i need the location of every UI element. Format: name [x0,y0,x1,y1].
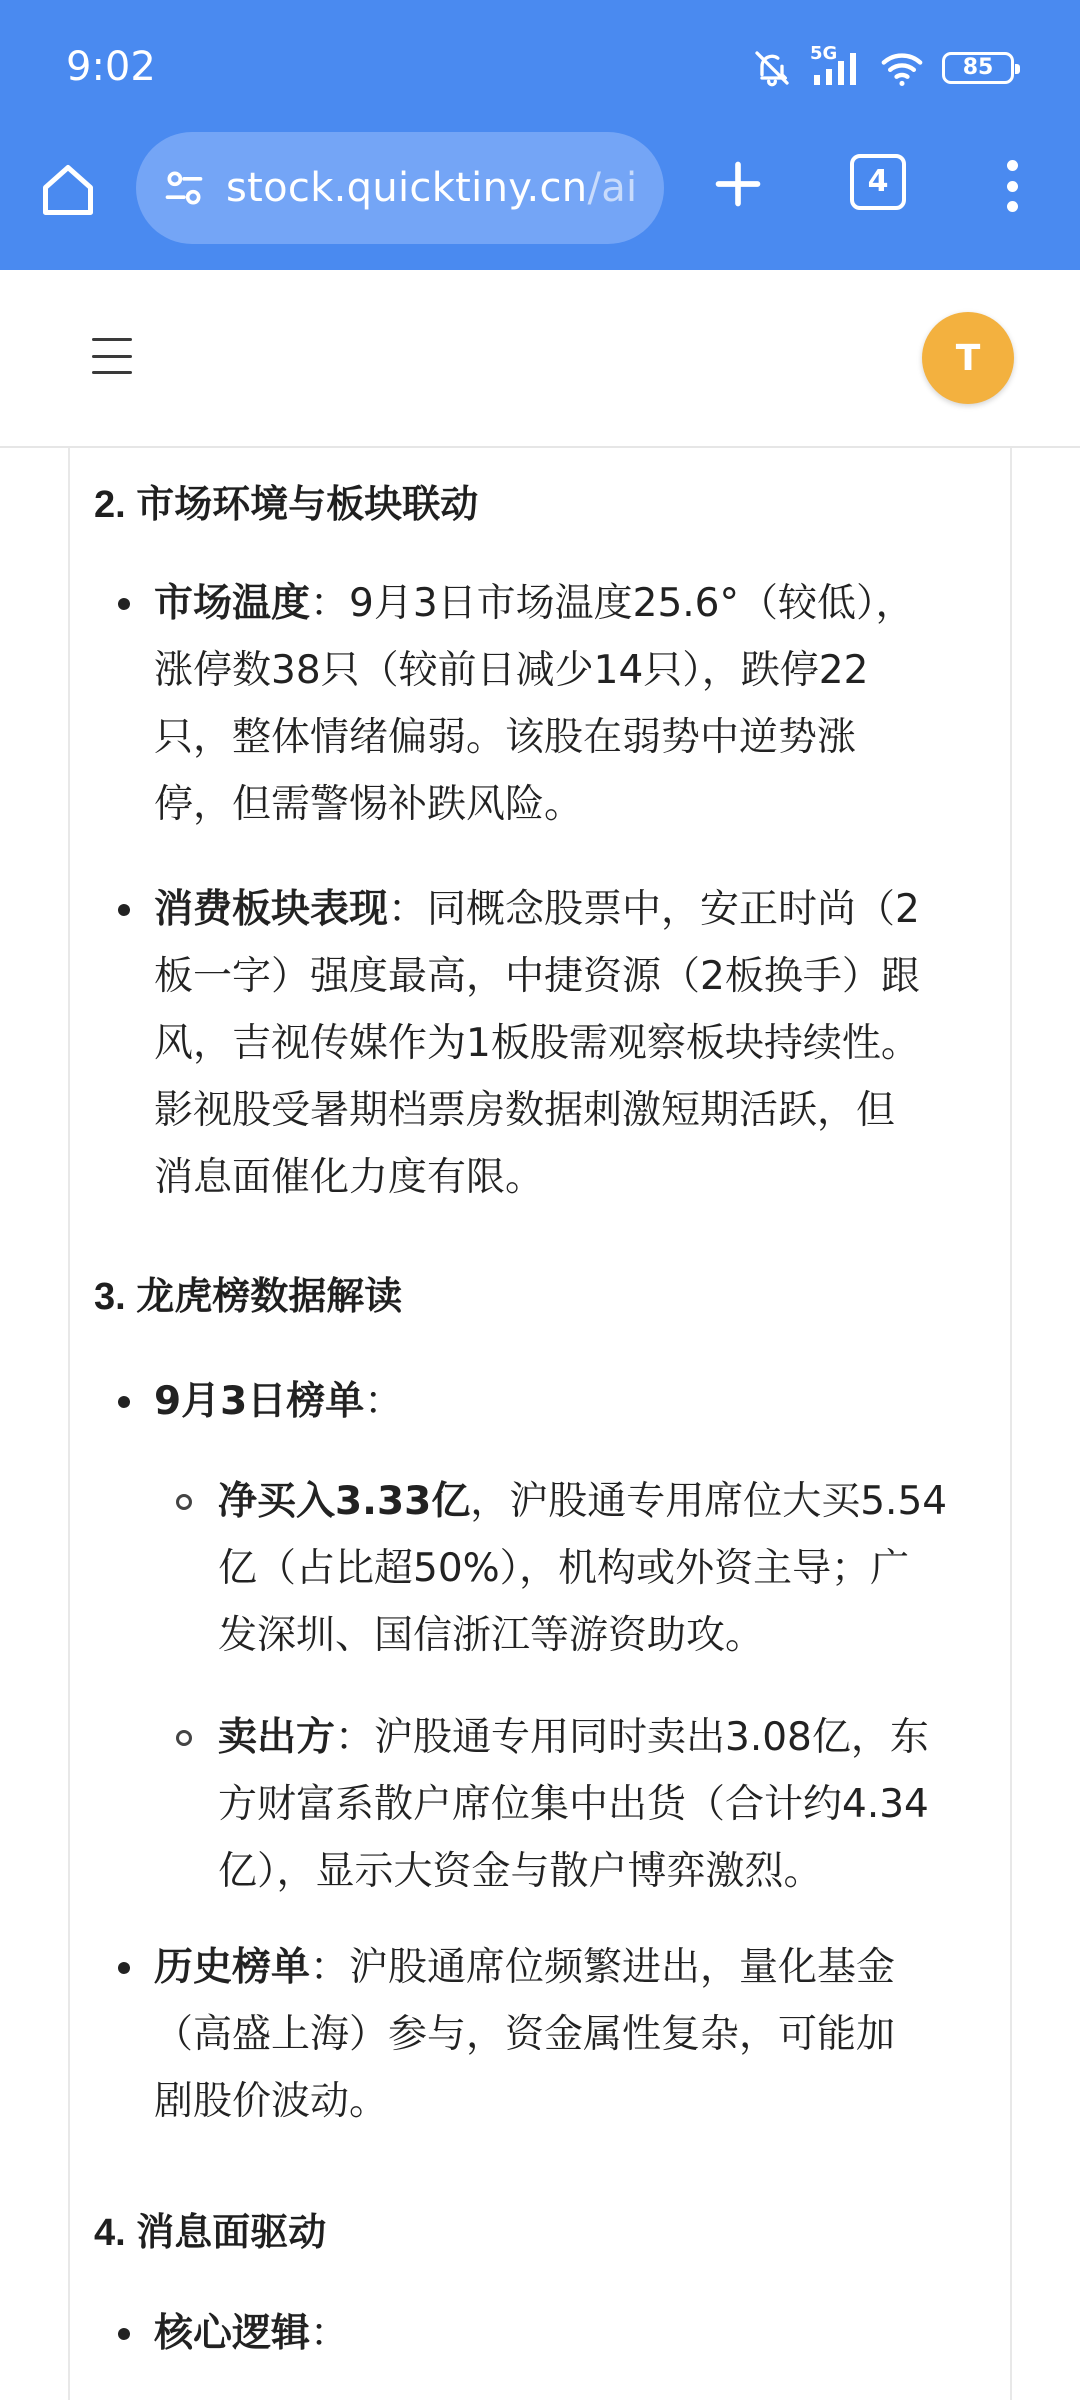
item-text: 方财富系散户席位集中出货（合计约4.34 [218,1782,929,1827]
url-text[interactable] [226,165,637,211]
item-label: 消费板块表现 [154,887,389,932]
avatar-letter: T [955,337,981,379]
home-button[interactable] [36,158,100,222]
item-text: 发深圳、国信浙江等游资助攻。 [218,1613,765,1658]
item-text: ： [364,1379,404,1424]
item-text: （高盛上海）参与，资金属性复杂，可能加 [154,2012,896,2057]
browser-chrome [0,0,1080,270]
status-icons [752,44,1014,92]
item-label: 9月3日榜单 [154,1379,365,1424]
home-icon [38,160,98,220]
item-label: 卖出方 [218,1715,336,1760]
bullet-dot [118,1962,130,1974]
battery-icon [942,52,1014,84]
url-domain: stock.quicktiny.cn [226,165,588,211]
section-title: 4. 消息面驱动 [94,2212,327,2254]
avatar[interactable] [922,312,1014,404]
bell-off-icon [752,48,792,88]
item-text: ：沪股通席位频繁进出，量化基金 [310,1945,896,1990]
signal-icon [810,43,862,87]
address-bar[interactable] [136,132,664,244]
item-text: 亿），显示大资金与散户博弈激烈。 [218,1849,823,1894]
new-tab-button[interactable] [704,150,772,218]
tabs-button[interactable] [850,154,906,210]
bullet-dot [118,1396,130,1408]
item-text: 消息面催化力度有限。 [154,1155,545,1200]
item-text: 影视股受暑期档票房数据刺激短期活跃，但 [154,1088,896,1133]
item-text: ：沪股通专用同时卖出3.08亿，东 [335,1715,929,1760]
battery-level: 85 [962,55,994,80]
item-text: 板一字）强度最高，中捷资源（2板换手）跟 [154,954,920,999]
status-bar [0,0,1080,130]
bullet-dot [118,904,130,916]
item-text: 剧股价波动。 [154,2079,389,2124]
chat-response-card [68,448,1012,2400]
network-type: 5G [810,43,838,64]
page-header [0,270,1080,448]
plus-icon [712,158,764,210]
url-path: /ai [587,165,638,211]
item-text: ： [310,2311,350,2356]
bullet-dot [118,2328,130,2340]
item-text: ：9月3日市场温度25.6°（较低）， [310,581,915,626]
item-label: 核心逻辑 [154,2311,311,2356]
item-label: 历史榜单 [154,1945,311,1990]
hamburger-icon[interactable] [92,338,132,374]
wifi-icon [880,48,924,88]
item-text: ：同概念股票中，安正时尚（2 [388,887,920,932]
section-title: 2. 市场环境与板块联动 [94,484,479,526]
item-text: 涨停数38只（较前日减少14只），跌停22 [154,648,869,693]
status-time: 9:02 [66,44,156,90]
item-text: 风，吉视传媒作为1板股需观察板块持续性。 [154,1021,920,1066]
bullet-ring [176,1730,192,1746]
section-title: 3. 龙虎榜数据解读 [94,1276,403,1318]
browser-toolbar [0,130,1080,270]
site-settings-icon[interactable] [158,162,210,214]
item-label: 市场温度 [154,581,311,626]
bullet-ring [176,1494,192,1510]
item-text: 停，但需警惕补跌风险。 [154,782,584,827]
tab-count: 4 [867,164,889,199]
bullet-dot [118,598,130,610]
item-text: 亿（占比超50%），机构或外资主导；广 [218,1546,910,1591]
item-text: ，沪股通专用席位大买5.54 [470,1479,948,1524]
item-text: 只，整体情绪偏弱。该股在弱势中逆势涨 [154,715,857,760]
item-label: 净买入3.33亿 [218,1479,471,1524]
more-vert-icon[interactable] [992,154,1032,218]
